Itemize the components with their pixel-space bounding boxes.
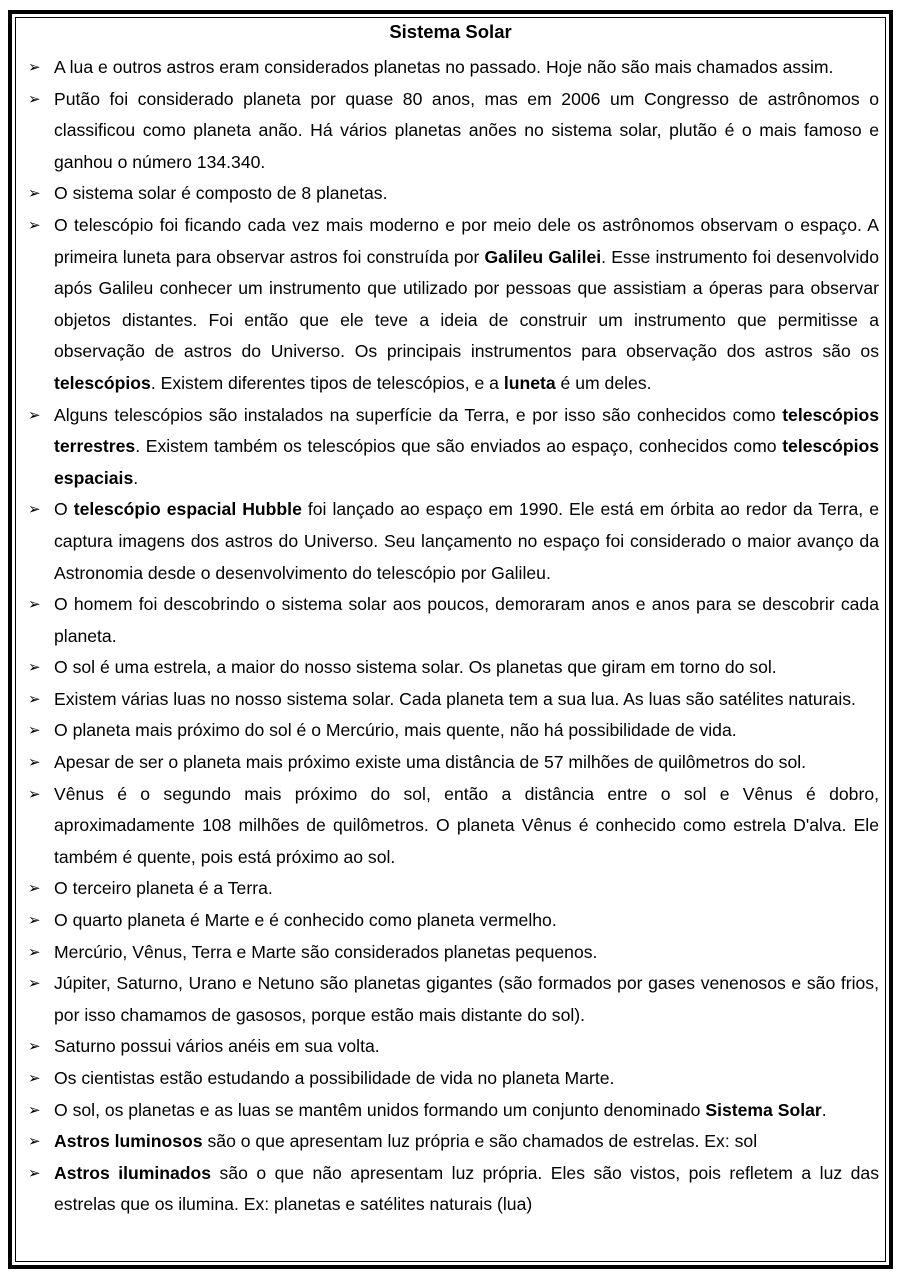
list-item — [28, 873, 879, 905]
bold-text: Astros luminosos — [54, 1131, 203, 1152]
item-text: Existem várias luas no nosso sistema solar. Cada planeta tem a sua lua. As luas são satélites naturais. — [54, 688, 856, 709]
arrow-bullet-icon: ➢ — [28, 406, 41, 424]
item-text: O telescópio foi ficando cada vez mais moderno e por meio dele os astrônomos observam o espaço. A primeira luneta para observar astros foi construída por — [54, 214, 879, 267]
list-item — [28, 494, 879, 589]
list-item — [28, 684, 879, 716]
item-text: Alguns telescópios são instalados na superfície da Terra, e por isso são conhecidos como — [54, 404, 783, 425]
page-title: Sistema Solar — [389, 21, 512, 42]
arrow-bullet-icon: ➢ — [28, 1133, 41, 1151]
item-text: Júpiter, Saturno, Urano e Netuno são planetas gigantes (são formados por gases venenosos e são frios, por isso chamamos de gasosos, porque estão mais distante do sol). — [54, 973, 879, 1025]
item-text: é um deles. — [555, 372, 652, 393]
item-text: são o que apresentam luz própria e são chamados de estrelas. Ex: sol — [202, 1131, 758, 1152]
bold-text: telescópio espacial Hubble — [73, 499, 302, 520]
list-item — [28, 1126, 879, 1158]
list-item — [28, 1031, 879, 1063]
item-text: Putão foi considerado planeta por quase 80 anos, mas em 2006 um Congresso de astrônomos o classificou como planeta anão. Há vários planetas anões no sistema solar, plutão é o mais famoso e ganhou o número 134.340. — [54, 88, 879, 172]
bold-text: telescópios espaciais — [54, 436, 879, 488]
item-text: O sol, os planetas e as luas se mantêm unidos formando um conjunto denominado — [54, 1099, 706, 1120]
arrow-bullet-icon: ➢ — [28, 1070, 41, 1087]
arrow-bullet-icon: ➢ — [28, 659, 41, 677]
arrow-bullet-icon: ➢ — [28, 1038, 41, 1056]
item-text: foi lançado ao espaço em 1990. Ele está em órbita ao redor da Terra, e captura imagens dos astros do Universo. Seu lançamento no espaço foi considerado o maior avanço da Astronomia desde o desenvolvimento do telescópio por Galileu. — [54, 499, 880, 583]
item-text: O quarto planeta é Marte e é conhecido como planeta vermelho. — [54, 910, 557, 931]
document-page — [8, 10, 893, 1269]
item-text: O planeta mais próximo do sol é o Mercúrio, mais quente, não há possibilidade de vida. — [54, 720, 737, 741]
arrow-bullet-icon: ➢ — [28, 185, 41, 203]
list-item — [28, 937, 879, 969]
item-text: A lua e outros astros eram considerados planetas no passado. Hoje não são mais chamados assim. — [54, 57, 834, 77]
list-item — [28, 210, 879, 400]
list-item — [28, 400, 879, 495]
arrow-bullet-icon: ➢ — [28, 690, 41, 708]
list-item — [28, 715, 879, 747]
item-text: . — [133, 467, 139, 488]
item-text: Saturno possui vários anéis em sua volta. — [54, 1036, 380, 1057]
arrow-bullet-icon: ➢ — [28, 501, 41, 519]
item-text: Mercúrio, Vênus, Terra e Marte são considerados planetas pequenos. — [54, 941, 598, 962]
bold-text: telescópios — [54, 372, 151, 393]
item-text: O homem foi descobrindo o sistema solar aos poucos, demoraram anos e anos para se descobrir cada planeta. — [54, 594, 879, 646]
list-item — [28, 905, 879, 937]
item-text: O sol é uma estrela, a maior do nosso sistema solar. Os planetas que giram em torno do sol. — [54, 657, 777, 678]
item-text: . Existem também os telescópios que são enviados ao espaço, conhecidos como — [135, 436, 783, 457]
bold-text: Galileu Galilei — [484, 246, 602, 267]
list-item — [28, 1063, 879, 1095]
list-item — [28, 84, 879, 179]
bold-text: telescópios terrestres — [54, 404, 879, 457]
item-text: Apesar de ser o planeta mais próximo existe uma distância de 57 milhões de quilômetros do sol. — [54, 752, 807, 773]
item-text: . Esse instrumento foi desenvolvido após Galileu conhecer um instrumento que utilizado por pessoas que assistiam a óperas para observar objetos distantes. Foi então que ele teve a ideia de construir um instrumento que permitisse a observação de astros do Universo. Os principais instrumentos para observação dos astros são os — [54, 246, 879, 362]
arrow-bullet-icon: ➢ — [28, 596, 41, 614]
inner-border — [15, 17, 886, 1262]
bold-text: Sistema Solar — [705, 1099, 822, 1120]
item-text: Os cientistas estão estudando a possibilidade de vida no planeta Marte. — [54, 1068, 615, 1088]
item-text: são o que não apresentam luz própria. Eles são vistos, pois refletem a luz das estrelas que os ilumina. Ex: planetas e satélites naturais (lua) — [54, 1162, 879, 1215]
arrow-bullet-icon: ➢ — [28, 722, 41, 740]
arrow-bullet-icon: ➢ — [28, 1164, 41, 1182]
bold-text: Astros iluminados — [54, 1162, 212, 1183]
list-item — [28, 1158, 879, 1221]
list-item — [28, 52, 879, 84]
arrow-bullet-icon: ➢ — [28, 943, 41, 961]
list-item — [28, 589, 879, 652]
arrow-bullet-icon: ➢ — [28, 785, 41, 803]
item-text: . Existem diferentes tipos de telescópios, e a — [150, 372, 504, 393]
arrow-bullet-icon: ➢ — [28, 90, 41, 108]
list-item — [28, 779, 879, 874]
arrow-bullet-icon: ➢ — [28, 912, 41, 930]
item-text: O — [54, 499, 74, 520]
bold-text: luneta — [503, 372, 556, 393]
arrow-bullet-icon: ➢ — [28, 1101, 41, 1119]
list-item — [28, 747, 879, 779]
list-item — [28, 968, 879, 1031]
item-text: O terceiro planeta é a Terra. — [54, 878, 273, 899]
list-item — [28, 652, 879, 684]
item-text: O sistema solar é composto de 8 planetas. — [54, 183, 388, 204]
item-text: . — [821, 1099, 827, 1120]
arrow-bullet-icon: ➢ — [28, 975, 41, 993]
arrow-bullet-icon: ➢ — [28, 754, 41, 772]
arrow-bullet-icon: ➢ — [28, 59, 41, 76]
list-item — [28, 1095, 879, 1127]
item-text: Vênus é o segundo mais próximo do sol, então a distância entre o sol e Vênus é dobro, aproximadamente 108 milhões de quilômetros. O planeta Vênus é conhecido como estrela D'alva. Ele também é quente, pois está próximo ao sol. — [54, 783, 879, 867]
list-item — [28, 178, 879, 210]
arrow-bullet-icon: ➢ — [28, 880, 41, 898]
bullet-list — [28, 52, 879, 1221]
arrow-bullet-icon: ➢ — [28, 216, 41, 234]
